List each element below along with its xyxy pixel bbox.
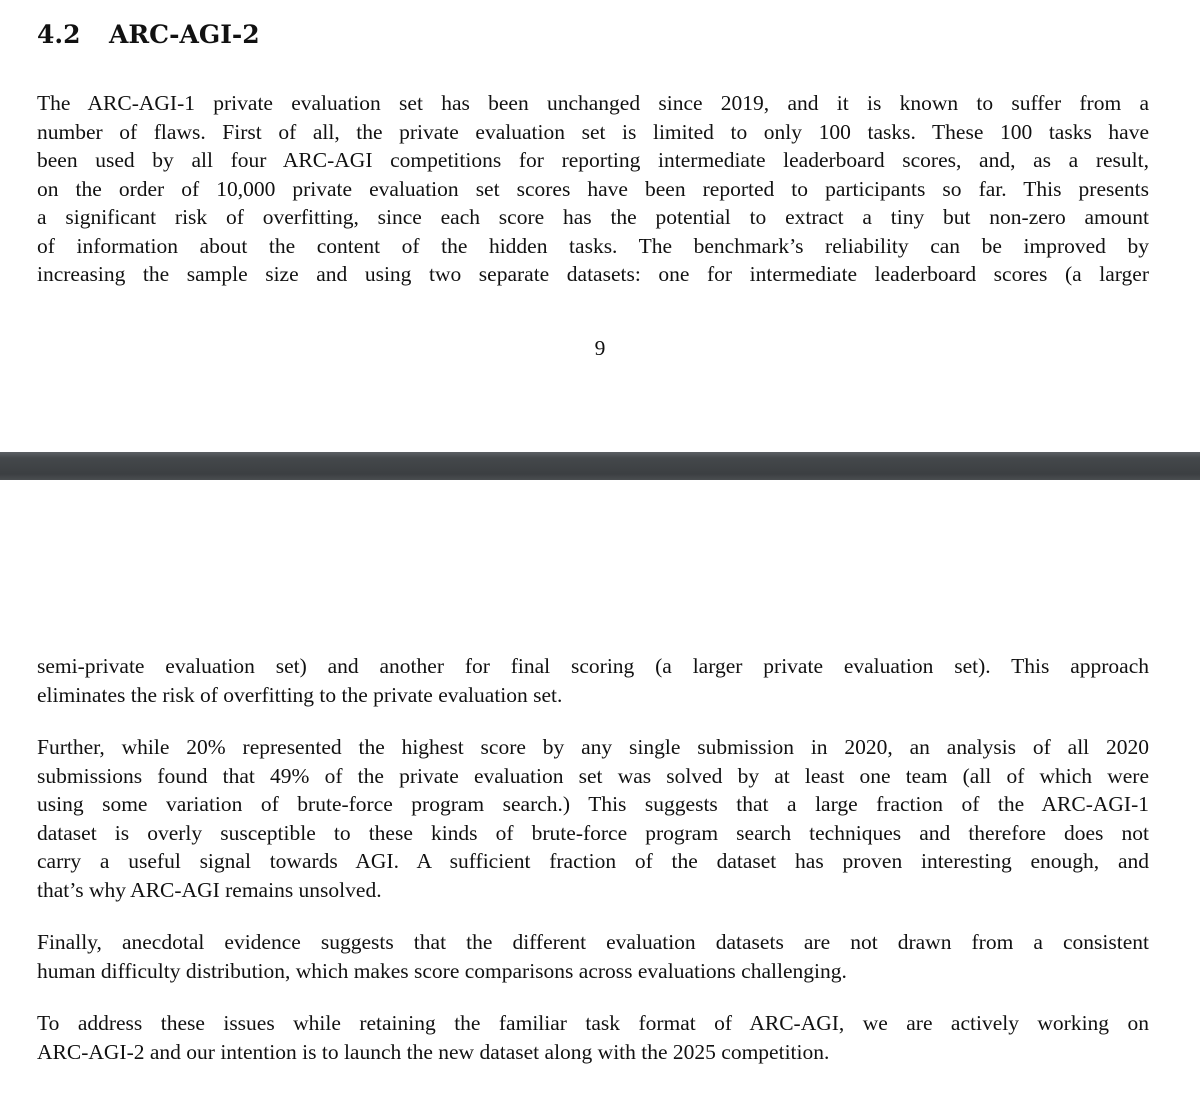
pdf-page-bottom [0, 480, 1200, 1113]
text-line: Further, while 20% represented the highest score by any single submission in 2020, an analysis of all 2020 [37, 735, 1149, 759]
text-line: eliminates the risk of overfitting to the private evaluation set. [37, 682, 563, 707]
text-line: To address these issues while retaining the familiar task format of ARC-AGI, we are actively working on [37, 1011, 1149, 1035]
section-title: ARC-AGI-2 [109, 20, 260, 49]
text-line: that’s why ARC-AGI remains unsolved. [37, 877, 382, 902]
text-line: semi-private evaluation set) and another for final scoring (a larger private evaluation set). This approach [37, 654, 1149, 678]
text-line: number of flaws. First of all, the private evaluation set is limited to only 100 tasks. These 100 tasks have [37, 119, 1149, 144]
page-number: 9 [594, 336, 606, 360]
section-heading [37, 18, 260, 52]
text-line: using some variation of brute-force program search.) This suggests that a large fraction of the ARC-AGI-1 [37, 792, 1149, 816]
paragraph-brute-force-analysis [37, 733, 1149, 904]
text-line: increasing the sample size and using two separate datasets: one for intermediate leaderboard scores (a larger [37, 262, 1149, 286]
paragraph-arc-agi-1-flaws-continued [37, 652, 1149, 709]
text-line: been used by all four ARC-AGI competitions for reporting intermediate leaderboard scores, and, as a result, [37, 148, 1149, 172]
text-line: a significant risk of overfitting, since each score has the potential to extract a tiny but non-zero amount [37, 205, 1149, 229]
pdf-page-top [0, 0, 1200, 452]
text-line: ARC-AGI-2 and our intention is to launch the new dataset along with the 2025 competition. [37, 1039, 830, 1064]
text-line: carry a useful signal towards AGI. A sufficient fraction of the dataset has proven interesting enough, and [37, 849, 1149, 873]
paragraph-arc-agi-1-flaws [37, 89, 1149, 289]
text-line: The ARC-AGI-1 private evaluation set has been unchanged since 2019, and it is known to suffer from a [37, 91, 1149, 115]
text-line: dataset is overly susceptible to these kinds of brute-force program search techniques and therefore does not [37, 820, 1149, 845]
text-line: submissions found that 49% of the private evaluation set was solved by at least one team (all of which were [37, 763, 1149, 788]
text-line: on the order of 10,000 private evaluation set scores have been reported to participants so far. This presents [37, 176, 1149, 201]
text-line: human difficulty distribution, which makes score comparisons across evaluations challenging. [37, 958, 847, 983]
paragraph-arc-agi-2-plan [37, 1009, 1149, 1066]
text-line: of information about the content of the hidden tasks. The benchmark’s reliability can be improved by [37, 233, 1149, 258]
text-line: Finally, anecdotal evidence suggests that the different evaluation datasets are not drawn from a consistent [37, 930, 1149, 954]
page-separator [0, 452, 1200, 480]
section-number: 4.2 [37, 20, 81, 49]
paragraph-difficulty-distribution [37, 928, 1149, 985]
